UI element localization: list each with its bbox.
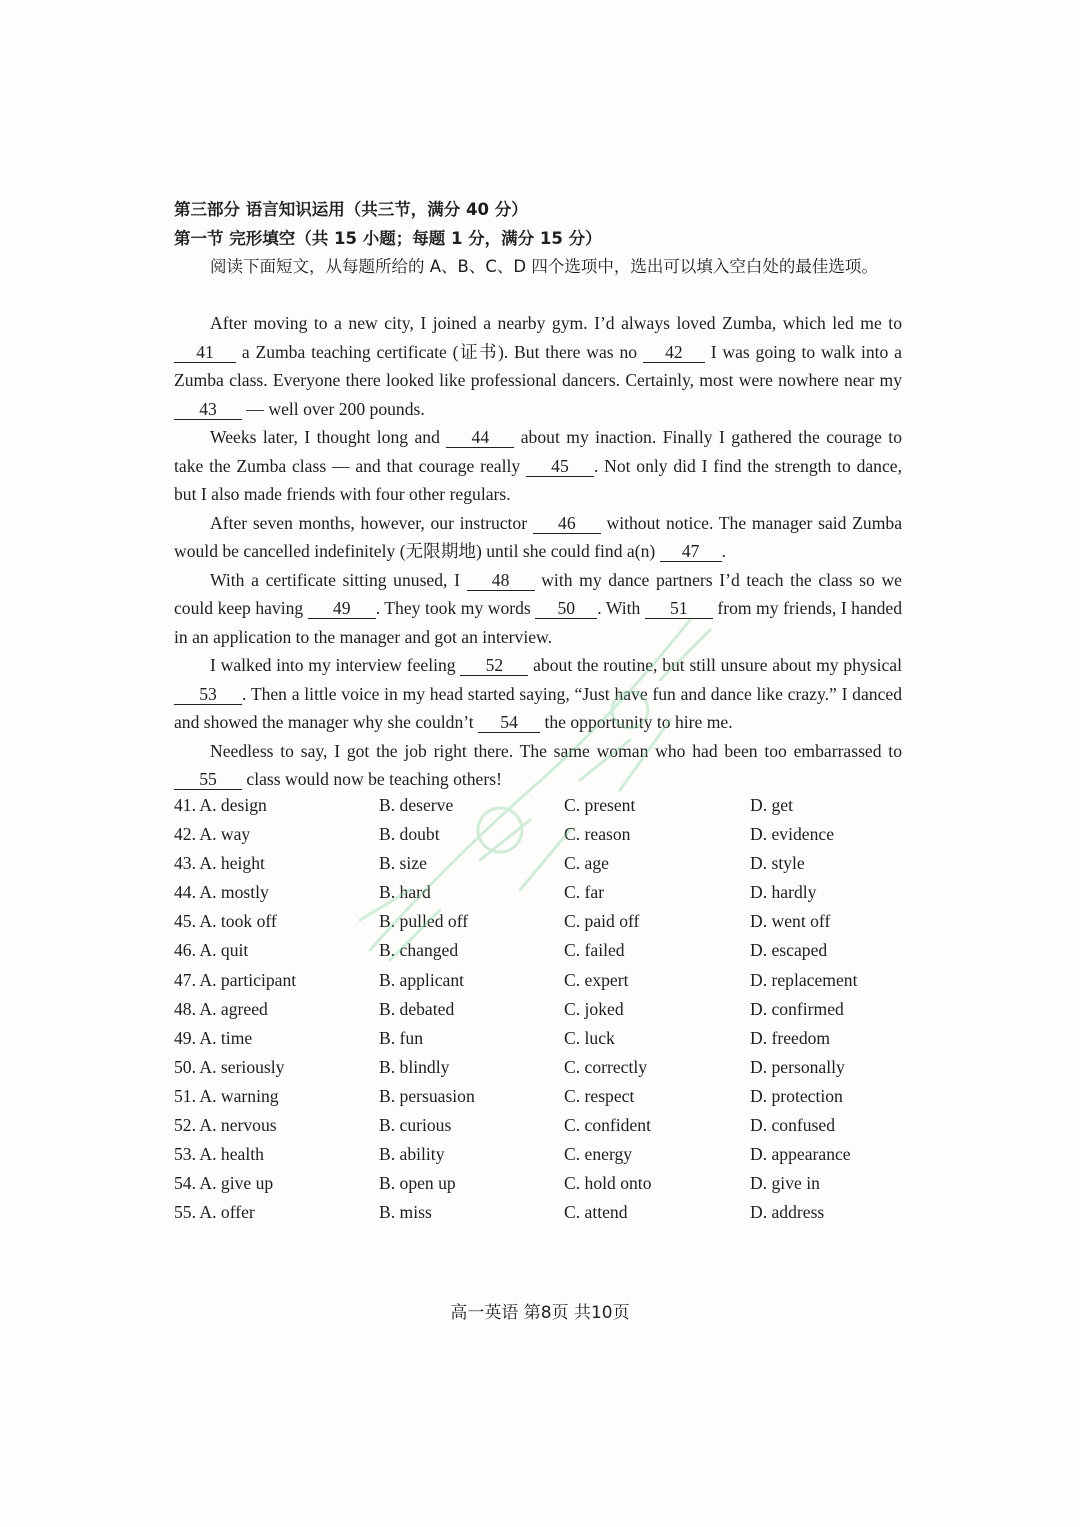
- passage-text: about my inaction. Finally I gathered the courage to take the Zumba class — and that courage really: [174, 427, 902, 476]
- option-a: 46. A. quit: [174, 940, 249, 961]
- passage-text: With a certificate sitting unused, I: [210, 569, 467, 590]
- option-row: [174, 795, 904, 824]
- passage-text: . Not only did I find the strength to dance, but I also made friends with four other regulars.: [174, 455, 902, 504]
- passage-text: . They took my words: [375, 598, 536, 618]
- blank-47: 47: [660, 541, 722, 562]
- option-c: C. hold onto: [564, 1173, 652, 1194]
- blank-51: 51: [645, 598, 713, 619]
- option-a: 43. A. height: [174, 853, 265, 874]
- option-a: 50. A. seriously: [174, 1056, 285, 1077]
- instructions: 阅读下面短文，从每题所给的 A、B、C、D 四个选项中，选出可以填入空白处的最佳选项。: [210, 257, 878, 276]
- passage-text: I walked into my interview feeling: [210, 655, 461, 675]
- option-d: D. appearance: [750, 1144, 851, 1165]
- cloze-passage: [174, 309, 902, 794]
- option-row: [174, 1173, 904, 1202]
- option-b: B. open up: [379, 1173, 456, 1194]
- option-c: C. paid off: [564, 911, 640, 932]
- option-b: B. hard: [379, 882, 431, 903]
- option-c: C. age: [564, 853, 609, 874]
- option-c: C. attend: [564, 1202, 628, 1223]
- option-a: 49. A. time: [174, 1027, 253, 1048]
- subsection-heading: 第一节 完形填空（共 15 小题；每题 1 分，满分 15 分）: [174, 229, 602, 248]
- option-d: D. protection: [750, 1085, 843, 1106]
- passage-text: with my dance partners I’d teach the class so we could keep having: [174, 569, 902, 618]
- option-b: B. size: [379, 853, 427, 874]
- option-row: [174, 1202, 904, 1231]
- passage-text: Needless to say, I got the job right there. The same woman who had been too embarrassed to: [210, 740, 902, 761]
- option-a: 55. A. offer: [174, 1202, 255, 1223]
- option-row: [174, 1086, 904, 1115]
- option-d: D. personally: [750, 1056, 845, 1077]
- passage-paragraph-1: [174, 309, 902, 423]
- option-a: 41. A. design: [174, 795, 267, 815]
- answer-options: [174, 795, 904, 1231]
- passage-text: I was going to walk into a Zumba class. Everyone there looked like professional dancers. Certainly, most were nowhere near my: [174, 341, 902, 390]
- section-heading: 第三部分 语言知识运用（共三节，满分 40 分）: [174, 200, 528, 219]
- option-a: 52. A. nervous: [174, 1115, 277, 1136]
- passage-text: — well over 200 pounds.: [242, 398, 425, 419]
- option-d: D. evidence: [750, 824, 835, 845]
- option-c: C. energy: [564, 1144, 633, 1165]
- option-d: D. escaped: [750, 940, 828, 961]
- option-d: D. address: [750, 1202, 825, 1223]
- option-b: B. changed: [379, 940, 459, 961]
- option-c: C. failed: [564, 940, 625, 961]
- option-c: C. luck: [564, 1027, 615, 1048]
- option-row: [174, 824, 904, 853]
- option-b: B. ability: [379, 1144, 445, 1165]
- option-a: 42. A. way: [174, 824, 251, 845]
- option-row: [174, 1057, 904, 1086]
- option-b: B. applicant: [379, 969, 465, 990]
- option-d: D. style: [750, 853, 805, 874]
- passage-text: a Zumba teaching certificate (证书). But there was no: [236, 341, 643, 362]
- passage-paragraph-2: [174, 423, 902, 509]
- passage-text: After seven months, however, our instructor: [210, 512, 533, 533]
- blank-44: 44: [446, 427, 514, 448]
- option-c: C. correctly: [564, 1056, 648, 1077]
- blank-52: 52: [460, 655, 528, 676]
- option-c: C. respect: [564, 1085, 635, 1106]
- blank-48: 48: [467, 570, 535, 591]
- option-d: D. hardly: [750, 882, 817, 903]
- option-c: C. reason: [564, 824, 631, 845]
- option-a: 44. A. mostly: [174, 882, 269, 903]
- option-d: D. give in: [750, 1173, 820, 1194]
- option-b: B. miss: [379, 1202, 432, 1223]
- passage-text: . With: [597, 598, 645, 618]
- option-b: B. deserve: [379, 795, 454, 815]
- option-row: [174, 940, 904, 969]
- blank-45: 45: [526, 456, 594, 477]
- passage-paragraph-5: [174, 651, 902, 737]
- option-c: C. confident: [564, 1115, 651, 1136]
- option-b: B. curious: [379, 1115, 452, 1136]
- option-row: [174, 1028, 904, 1057]
- option-row: [174, 911, 904, 940]
- passage-paragraph-6: [174, 737, 902, 794]
- option-d: D. confirmed: [750, 998, 844, 1019]
- option-a: 51. A. warning: [174, 1085, 279, 1106]
- blank-41: 41: [174, 342, 236, 363]
- option-b: B. fun: [379, 1027, 423, 1048]
- option-c: C. present: [564, 795, 636, 815]
- option-a: 54. A. give up: [174, 1173, 274, 1194]
- option-a: 53. A. health: [174, 1144, 264, 1165]
- option-b: B. persuasion: [379, 1085, 475, 1106]
- passage-paragraph-3: [174, 509, 902, 566]
- option-d: D. confused: [750, 1115, 836, 1136]
- passage-text: Weeks later, I thought long and: [210, 427, 447, 447]
- passage-text: . Then a little voice in my head started saying, “Just have fun and dance like crazy.” I danced and showed the manager why she couldn’t: [174, 683, 902, 732]
- passage-text: without notice. The manager said Zumba would be cancelled indefinitely (无限期地) until she could find a(n): [174, 512, 902, 561]
- passage-text: about the routine, but still unsure about my physical: [528, 655, 902, 675]
- blank-50: 50: [535, 598, 597, 619]
- option-b: B. blindly: [379, 1056, 450, 1077]
- blank-42: 42: [643, 342, 705, 363]
- option-a: 47. A. participant: [174, 969, 297, 990]
- option-a: 45. A. took off: [174, 911, 277, 932]
- passage-text: .: [721, 541, 727, 561]
- option-d: D. went off: [750, 911, 831, 932]
- blank-53: 53: [174, 684, 242, 705]
- option-row: [174, 1115, 904, 1144]
- option-b: B. doubt: [379, 824, 440, 845]
- blank-55: 55: [174, 769, 242, 790]
- passage-text: from my friends, I handed in an application to the manager and got an interview.: [174, 598, 902, 647]
- passage-text: After moving to a new city, I joined a nearby gym. I’d always loved Zumba, which led me to: [210, 313, 902, 333]
- option-c: C. joked: [564, 998, 624, 1019]
- option-d: D. freedom: [750, 1027, 831, 1048]
- option-d: D. replacement: [750, 969, 858, 990]
- blank-49: 49: [308, 598, 376, 619]
- blank-43: 43: [174, 399, 242, 420]
- option-row: [174, 1144, 904, 1173]
- option-row: [174, 999, 904, 1028]
- passage-paragraph-4: [174, 566, 902, 652]
- option-row: [174, 853, 904, 882]
- option-b: B. debated: [379, 998, 455, 1019]
- option-a: 48. A. agreed: [174, 998, 268, 1019]
- passage-text: the opportunity to hire me.: [540, 712, 733, 732]
- passage-text: class would now be teaching others!: [242, 769, 502, 789]
- blank-54: 54: [478, 712, 540, 733]
- option-c: C. expert: [564, 969, 629, 990]
- option-row: [174, 970, 904, 999]
- blank-46: 46: [533, 513, 601, 534]
- option-row: [174, 882, 904, 911]
- option-d: D. get: [750, 795, 793, 815]
- option-b: B. pulled off: [379, 911, 469, 932]
- page-footer: 高一英语 第8页 共10页: [450, 1303, 630, 1323]
- option-c: C. far: [564, 882, 605, 903]
